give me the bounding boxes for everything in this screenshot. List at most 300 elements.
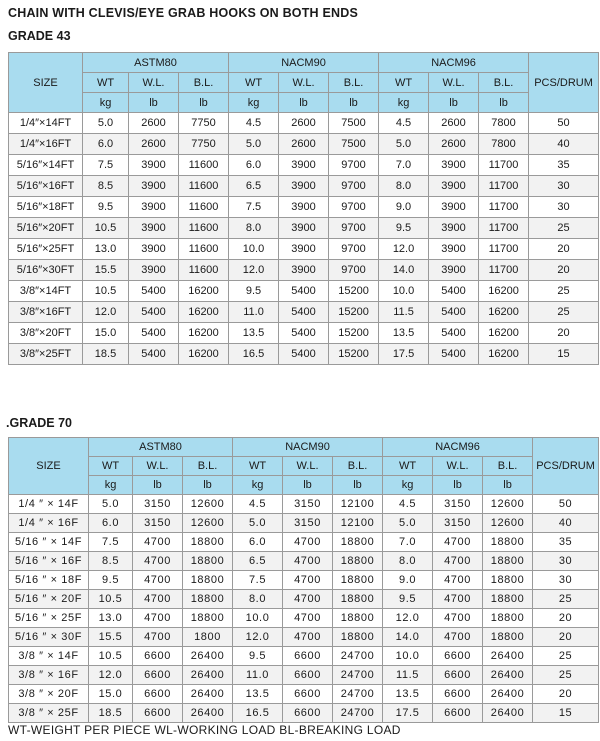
column-unit: lb [129,93,179,113]
value-cell: 3150 [133,514,183,533]
value-cell: 3150 [433,495,483,514]
value-cell: 9.5 [229,281,279,302]
value-cell: 20 [529,260,599,281]
value-cell: 18800 [183,590,233,609]
table-row [9,514,599,533]
table-row [9,302,599,323]
value-cell: 13.5 [229,323,279,344]
value-cell: 8.5 [89,552,133,571]
value-cell: 6600 [133,666,183,685]
value-cell: 5.0 [233,514,283,533]
column-subheader: WT [229,73,279,93]
column-subheader: B.L. [183,457,233,476]
value-cell: 12600 [483,514,533,533]
grade-70-label: .GRADE 70 [6,416,72,430]
value-cell: 3900 [279,197,329,218]
value-cell: 18800 [183,609,233,628]
value-cell: 7.0 [383,533,433,552]
value-cell: 18.5 [89,704,133,723]
value-cell: 9700 [329,155,379,176]
size-cell: 3/8″×16FT [9,302,83,323]
grade-43-table [8,52,599,365]
value-cell: 18800 [333,628,383,647]
value-cell: 17.5 [379,344,429,365]
column-subheader: W.L. [129,73,179,93]
value-cell: 7750 [179,134,229,155]
value-cell: 16200 [179,344,229,365]
value-cell: 11600 [179,239,229,260]
value-cell: 14.0 [379,260,429,281]
value-cell: 9.0 [383,571,433,590]
page-title: CHAIN WITH CLEVIS/EYE GRAB HOOKS ON BOTH ENDS [8,6,358,20]
value-cell: 3150 [283,514,333,533]
table-row [9,218,599,239]
column-subheader: W.L. [283,457,333,476]
table-row [9,495,599,514]
value-cell: 26400 [183,647,233,666]
value-cell: 40 [533,514,599,533]
value-cell: 18800 [483,552,533,571]
value-cell: 30 [533,552,599,571]
column-unit: lb [179,93,229,113]
value-cell: 15 [533,704,599,723]
value-cell: 3900 [279,239,329,260]
value-cell: 4700 [433,571,483,590]
value-cell: 9.5 [383,590,433,609]
value-cell: 11700 [479,155,529,176]
value-cell: 6600 [283,704,333,723]
value-cell: 16200 [479,344,529,365]
size-cell: 5/16 ″ × 20F [9,590,89,609]
value-cell: 12.0 [83,302,129,323]
value-cell: 4.5 [383,495,433,514]
value-cell: 10.5 [83,281,129,302]
column-subheader: W.L. [429,73,479,93]
value-cell: 11600 [179,218,229,239]
column-unit: lb [183,476,233,495]
size-cell: 1/4 ″ × 16F [9,514,89,533]
value-cell: 6.0 [229,155,279,176]
grade-70-table [8,437,599,723]
column-unit: kg [379,93,429,113]
value-cell: 30 [533,571,599,590]
value-cell: 6600 [283,666,333,685]
table-row [9,176,599,197]
value-cell: 6600 [433,704,483,723]
value-cell: 3900 [429,155,479,176]
group-header-astm80: ASTM80 [89,438,233,457]
value-cell: 16200 [179,302,229,323]
table-row [9,571,599,590]
sub-header-row [9,457,599,476]
value-cell: 5.0 [379,134,429,155]
column-unit: kg [233,476,283,495]
table-row [9,666,599,685]
column-unit: lb [283,476,333,495]
size-header: SIZE [9,438,89,495]
size-cell: 5/16″×14FT [9,155,83,176]
value-cell: 7500 [329,134,379,155]
size-cell: 1/4 ″ × 14F [9,495,89,514]
size-cell: 5/16 ″ × 25F [9,609,89,628]
value-cell: 3900 [279,176,329,197]
value-cell: 9.5 [83,197,129,218]
value-cell: 35 [529,155,599,176]
value-cell: 15200 [329,281,379,302]
value-cell: 11600 [179,260,229,281]
value-cell: 2600 [129,134,179,155]
value-cell: 18800 [483,571,533,590]
value-cell: 25 [529,302,599,323]
value-cell: 3900 [129,155,179,176]
column-subheader: B.L. [333,457,383,476]
value-cell: 26400 [183,666,233,685]
value-cell: 3900 [429,218,479,239]
value-cell: 2600 [279,134,329,155]
size-cell: 1/4″×16FT [9,134,83,155]
value-cell: 18800 [333,533,383,552]
value-cell: 6600 [133,685,183,704]
value-cell: 9.0 [379,197,429,218]
sub-header-row [9,73,599,93]
value-cell: 15200 [329,344,379,365]
value-cell: 5.0 [89,495,133,514]
table-row [9,685,599,704]
value-cell: 12.0 [229,260,279,281]
value-cell: 7.5 [83,155,129,176]
value-cell: 26400 [483,647,533,666]
value-cell: 15.5 [89,628,133,647]
value-cell: 12.0 [89,666,133,685]
value-cell: 4700 [433,533,483,552]
value-cell: 4700 [133,609,183,628]
value-cell: 11600 [179,176,229,197]
value-cell: 3900 [429,176,479,197]
value-cell: 11700 [479,260,529,281]
value-cell: 10.5 [89,590,133,609]
value-cell: 3900 [279,155,329,176]
value-cell: 7500 [329,113,379,134]
size-cell: 3/8 ″ × 25F [9,704,89,723]
value-cell: 6600 [133,704,183,723]
value-cell: 4700 [283,533,333,552]
value-cell: 11700 [479,176,529,197]
value-cell: 4700 [433,628,483,647]
value-cell: 25 [529,281,599,302]
value-cell: 7750 [179,113,229,134]
value-cell: 5.0 [83,113,129,134]
value-cell: 10.0 [229,239,279,260]
value-cell: 6600 [433,685,483,704]
value-cell: 50 [529,113,599,134]
value-cell: 6600 [283,685,333,704]
value-cell: 14.0 [383,628,433,647]
value-cell: 4700 [433,609,483,628]
value-cell: 15 [529,344,599,365]
value-cell: 4700 [283,628,333,647]
value-cell: 3150 [283,495,333,514]
size-cell: 1/4″×14FT [9,113,83,134]
table-row [9,281,599,302]
value-cell: 4700 [283,609,333,628]
column-subheader: W.L. [133,457,183,476]
table-row [9,197,599,218]
value-cell: 20 [533,685,599,704]
grade-43-body [9,113,599,365]
value-cell: 9.5 [379,218,429,239]
value-cell: 7800 [479,113,529,134]
value-cell: 18.5 [83,344,129,365]
value-cell: 11.5 [383,666,433,685]
value-cell: 3900 [279,260,329,281]
value-cell: 15200 [329,302,379,323]
value-cell: 24700 [333,666,383,685]
value-cell: 5.0 [383,514,433,533]
value-cell: 3900 [429,260,479,281]
value-cell: 9700 [329,260,379,281]
value-cell: 30 [529,197,599,218]
column-subheader: W.L. [433,457,483,476]
value-cell: 12100 [333,514,383,533]
value-cell: 11700 [479,239,529,260]
value-cell: 5400 [279,323,329,344]
value-cell: 3900 [429,239,479,260]
value-cell: 7.5 [89,533,133,552]
value-cell: 3900 [429,197,479,218]
value-cell: 5400 [129,302,179,323]
value-cell: 4700 [133,552,183,571]
value-cell: 12.0 [379,239,429,260]
column-unit: lb [333,476,383,495]
value-cell: 3150 [133,495,183,514]
value-cell: 3900 [129,218,179,239]
table-row [9,590,599,609]
value-cell: 11700 [479,197,529,218]
value-cell: 20 [529,323,599,344]
value-cell: 15.0 [89,685,133,704]
table-row [9,260,599,281]
value-cell: 12.0 [233,628,283,647]
value-cell: 9700 [329,197,379,218]
value-cell: 3150 [433,514,483,533]
column-subheader: WT [379,73,429,93]
value-cell: 18800 [483,609,533,628]
grade-70-body [9,495,599,723]
value-cell: 2600 [279,113,329,134]
value-cell: 16200 [479,302,529,323]
value-cell: 16.5 [233,704,283,723]
value-cell: 12600 [483,495,533,514]
size-cell: 5/16″×30FT [9,260,83,281]
table-row [9,323,599,344]
column-unit: kg [229,93,279,113]
value-cell: 7.5 [229,197,279,218]
value-cell: 13.0 [83,239,129,260]
value-cell: 11600 [179,155,229,176]
table-row [9,704,599,723]
value-cell: 6.0 [83,134,129,155]
value-cell: 5400 [279,344,329,365]
size-cell: 3/8 ″ × 16F [9,666,89,685]
column-subheader: W.L. [279,73,329,93]
value-cell: 30 [529,176,599,197]
value-cell: 11.0 [229,302,279,323]
value-cell: 4700 [283,590,333,609]
column-unit: lb [279,93,329,113]
column-subheader: B.L. [329,73,379,93]
column-subheader: WT [233,457,283,476]
value-cell: 26400 [183,685,233,704]
size-cell: 5/16 ″ × 18F [9,571,89,590]
table-row [9,113,599,134]
value-cell: 5.0 [229,134,279,155]
value-cell: 20 [529,239,599,260]
value-cell: 20 [533,609,599,628]
unit-header-row [9,476,599,495]
column-unit: lb [133,476,183,495]
unit-header-row [9,93,599,113]
value-cell: 12.0 [383,609,433,628]
value-cell: 8.0 [233,590,283,609]
value-cell: 15200 [329,323,379,344]
table-row [9,552,599,571]
table-row [9,533,599,552]
value-cell: 16200 [479,323,529,344]
value-cell: 18800 [183,552,233,571]
value-cell: 4700 [283,571,333,590]
value-cell: 8.0 [383,552,433,571]
group-header-nacm90: NACM90 [233,438,383,457]
value-cell: 35 [533,533,599,552]
value-cell: 18800 [483,590,533,609]
value-cell: 4.5 [233,495,283,514]
group-header-astm80: ASTM80 [83,53,229,73]
value-cell: 16.5 [229,344,279,365]
value-cell: 7800 [479,134,529,155]
value-cell: 50 [533,495,599,514]
size-cell: 3/8″×20FT [9,323,83,344]
size-cell: 5/16″×20FT [9,218,83,239]
value-cell: 26400 [483,704,533,723]
value-cell: 15.5 [83,260,129,281]
value-cell: 25 [533,666,599,685]
value-cell: 13.5 [233,685,283,704]
value-cell: 26400 [483,685,533,704]
value-cell: 11600 [179,197,229,218]
value-cell: 2600 [129,113,179,134]
value-cell: 3900 [129,260,179,281]
value-cell: 2600 [429,113,479,134]
table-row [9,134,599,155]
column-unit: lb [433,476,483,495]
value-cell: 5400 [129,344,179,365]
value-cell: 6600 [433,647,483,666]
value-cell: 18800 [183,571,233,590]
value-cell: 16200 [179,281,229,302]
value-cell: 1800 [183,628,233,647]
value-cell: 9700 [329,239,379,260]
legend-text: WT-WEIGHT PER PIECE WL-WORKING LOAD BL-BREAKING LOAD [8,723,401,737]
size-cell: 5/16 ″ × 30F [9,628,89,647]
value-cell: 3900 [279,218,329,239]
value-cell: 6600 [133,647,183,666]
value-cell: 18800 [483,628,533,647]
size-cell: 3/8 ″ × 20F [9,685,89,704]
value-cell: 4700 [433,590,483,609]
value-cell: 5400 [429,323,479,344]
value-cell: 8.5 [83,176,129,197]
value-cell: 9.5 [89,571,133,590]
value-cell: 4700 [133,533,183,552]
value-cell: 7.5 [233,571,283,590]
value-cell: 15.0 [83,323,129,344]
value-cell: 9700 [329,176,379,197]
column-unit: kg [89,476,133,495]
group-header-nacm96: NACM96 [383,438,533,457]
value-cell: 26400 [483,666,533,685]
column-unit: lb [483,476,533,495]
value-cell: 24700 [333,704,383,723]
value-cell: 5400 [429,344,479,365]
size-cell: 5/16″×25FT [9,239,83,260]
value-cell: 18800 [333,571,383,590]
value-cell: 24700 [333,685,383,704]
value-cell: 3900 [129,197,179,218]
value-cell: 40 [529,134,599,155]
column-unit: kg [383,476,433,495]
table-row [9,155,599,176]
value-cell: 6600 [283,647,333,666]
value-cell: 25 [533,590,599,609]
value-cell: 10.0 [379,281,429,302]
column-subheader: WT [89,457,133,476]
value-cell: 6.5 [229,176,279,197]
group-header-nacm96: NACM96 [379,53,529,73]
size-cell: 3/8″×14FT [9,281,83,302]
pcs-drum-header: PCS/DRUM [533,438,599,495]
size-cell: 5/16″×18FT [9,197,83,218]
value-cell: 17.5 [383,704,433,723]
value-cell: 12100 [333,495,383,514]
value-cell: 5400 [429,281,479,302]
value-cell: 4.5 [379,113,429,134]
column-unit: kg [83,93,129,113]
value-cell: 3900 [129,176,179,197]
value-cell: 4700 [133,628,183,647]
column-unit: lb [429,93,479,113]
grade-70-header [9,438,599,495]
value-cell: 9700 [329,218,379,239]
value-cell: 18800 [333,590,383,609]
value-cell: 2600 [429,134,479,155]
pcs-drum-header: PCS/DRUM [529,53,599,113]
value-cell: 13.5 [379,323,429,344]
grade-43-header [9,53,599,113]
value-cell: 13.0 [89,609,133,628]
value-cell: 4700 [433,552,483,571]
value-cell: 8.0 [229,218,279,239]
column-unit: lb [479,93,529,113]
size-cell: 5/16″×16FT [9,176,83,197]
value-cell: 4.5 [229,113,279,134]
value-cell: 5400 [279,281,329,302]
value-cell: 26400 [183,704,233,723]
column-subheader: WT [83,73,129,93]
value-cell: 7.0 [379,155,429,176]
table-row [9,344,599,365]
value-cell: 9.5 [233,647,283,666]
value-cell: 5400 [429,302,479,323]
